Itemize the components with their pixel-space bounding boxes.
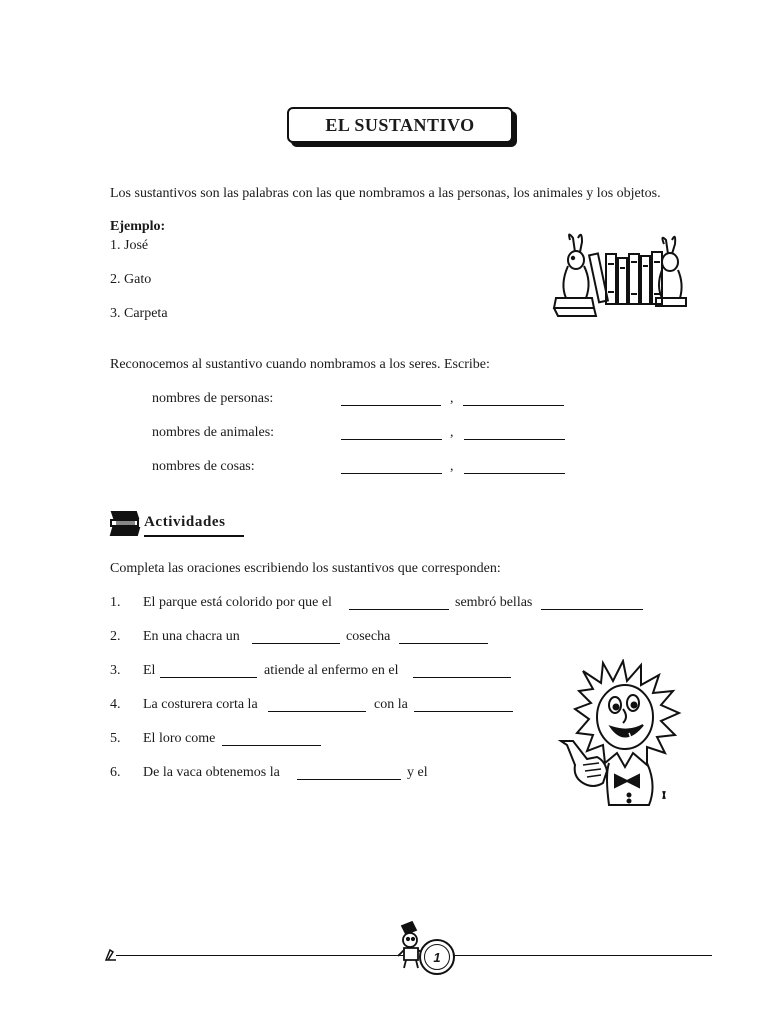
item-2-part-1: En una chacra un <box>143 629 240 644</box>
blank-item-5-a[interactable] <box>222 745 321 746</box>
page-title <box>287 107 513 143</box>
blank-item-4-a[interactable] <box>268 711 366 712</box>
item-number: 4. <box>110 697 121 712</box>
blank-cosas-1[interactable] <box>341 473 442 474</box>
blank-item-1-b[interactable] <box>541 609 643 610</box>
blank-item-2-b[interactable] <box>399 643 488 644</box>
books-stack-icon <box>108 508 142 540</box>
category-label-cosas: nombres de cosas: <box>152 459 255 474</box>
page-number-badge <box>419 939 455 975</box>
blank-item-1-a[interactable] <box>349 609 449 610</box>
example-item: 1. José <box>110 238 149 253</box>
blank-personas-1[interactable] <box>341 405 441 406</box>
item-3-part-1: El <box>143 663 156 678</box>
category-label-animales: nombres de animales: <box>152 425 275 440</box>
blank-cosas-2[interactable] <box>464 473 565 474</box>
separator-comma: , <box>450 391 454 406</box>
blank-animales-1[interactable] <box>341 439 442 440</box>
category-label-personas: nombres de personas: <box>152 391 274 406</box>
item-1-part-1: El parque está colorido por que el <box>143 595 332 610</box>
item-number: 6. <box>110 765 121 780</box>
item-6-part-1: De la vaca obtenemos la <box>143 765 280 780</box>
item-number: 3. <box>110 663 121 678</box>
intro-text: Los sustantivos son las palabras con las que nombramos a las personas, los animales y los objetos. <box>110 186 661 201</box>
separator-comma: , <box>450 425 454 440</box>
item-4-part-1: La costurera corta la <box>143 697 258 712</box>
lightbulb-character-icon <box>553 659 683 811</box>
item-5-part-1: El loro come <box>143 731 216 746</box>
examples-label: Ejemplo: <box>110 219 166 234</box>
footer-rule-left <box>116 955 404 956</box>
activities-heading-underline <box>144 535 244 537</box>
blank-item-2-a[interactable] <box>252 643 340 644</box>
example-item: 2. Gato <box>110 272 152 287</box>
item-1-part-2: sembró bellas <box>455 595 533 610</box>
rabbit-bookends-icon <box>552 232 687 322</box>
blank-personas-2[interactable] <box>463 405 564 406</box>
page-number: 1 <box>424 944 450 970</box>
activities-instruction: Completa las oraciones escribiendo los sustantivos que corresponden: <box>110 561 501 576</box>
recognize-text: Reconocemos al sustantivo cuando nombramos a los seres. Escribe: <box>110 357 490 372</box>
item-2-part-2: cosecha <box>346 629 391 644</box>
example-item: 3. Carpeta <box>110 306 168 321</box>
item-number: 2. <box>110 629 121 644</box>
separator-comma: , <box>450 459 454 474</box>
blank-item-6-a[interactable] <box>297 779 401 780</box>
page-title-text: EL SUSTANTIVO <box>325 114 475 135</box>
blank-item-3-b[interactable] <box>413 677 511 678</box>
blank-item-4-b[interactable] <box>414 711 513 712</box>
item-number: 5. <box>110 731 121 746</box>
blank-item-3-a[interactable] <box>160 677 257 678</box>
activities-heading: Actividades <box>144 514 226 530</box>
pen-icon <box>104 946 120 962</box>
item-number: 1. <box>110 595 121 610</box>
blank-animales-2[interactable] <box>464 439 565 440</box>
item-3-part-2: atiende al enfermo en el <box>264 663 399 678</box>
item-6-part-2: y el <box>407 765 428 780</box>
footer-rule-right <box>450 955 712 956</box>
item-4-part-2: con la <box>374 697 408 712</box>
